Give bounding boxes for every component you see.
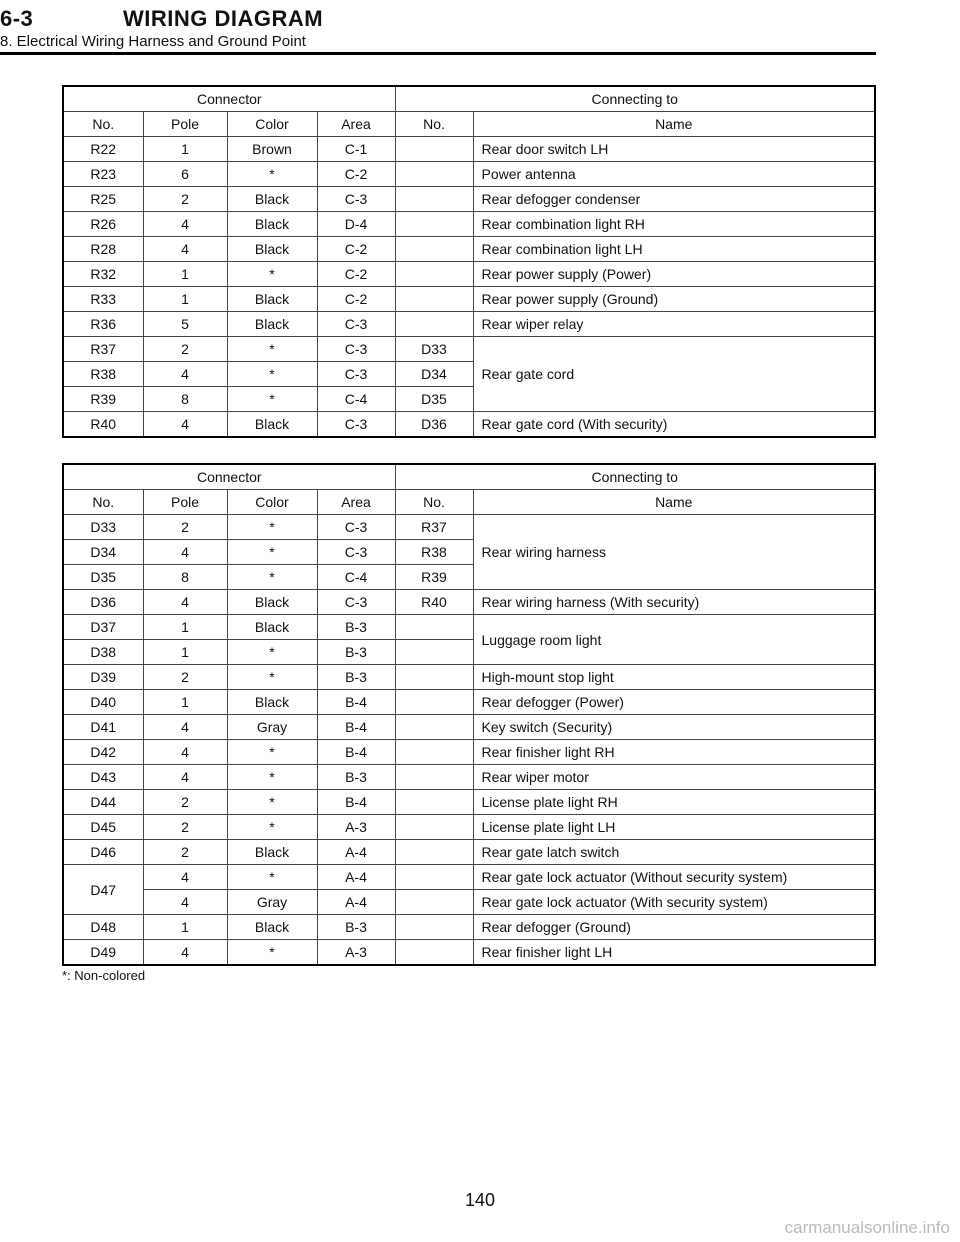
cell-color: Black xyxy=(227,915,317,940)
cell-color: Black xyxy=(227,237,317,262)
header-connector: Connector xyxy=(63,86,395,112)
cell-pole: 4 xyxy=(143,590,227,615)
cell-area: C-3 xyxy=(317,337,395,362)
cell-color: * xyxy=(227,665,317,690)
cell-to-no xyxy=(395,187,473,212)
cell-area: B-3 xyxy=(317,665,395,690)
table-row xyxy=(63,312,875,337)
connector-table-d xyxy=(62,463,876,966)
cell-name: Rear power supply (Power) xyxy=(473,262,875,287)
cell-no: D41 xyxy=(63,715,143,740)
cell-name: Luggage room light xyxy=(473,615,875,665)
cell-to-no xyxy=(395,312,473,337)
cell-pole: 1 xyxy=(143,137,227,162)
cell-color: * xyxy=(227,765,317,790)
cell-area: A-4 xyxy=(317,865,395,890)
table-row xyxy=(63,790,875,815)
table-row xyxy=(63,287,875,312)
cell-to-no xyxy=(395,137,473,162)
table-row xyxy=(63,137,875,162)
cell-to-no: R39 xyxy=(395,565,473,590)
cell-no: D47 xyxy=(63,865,143,915)
cell-to-no xyxy=(395,162,473,187)
cell-color: Black xyxy=(227,615,317,640)
cell-name: Rear door switch LH xyxy=(473,137,875,162)
cell-area: A-4 xyxy=(317,890,395,915)
cell-area: C-2 xyxy=(317,262,395,287)
table-row xyxy=(63,915,875,940)
cell-pole: 1 xyxy=(143,615,227,640)
cell-name: High-mount stop light xyxy=(473,665,875,690)
cell-area: C-3 xyxy=(317,590,395,615)
header-name: Name xyxy=(473,490,875,515)
cell-area: A-3 xyxy=(317,815,395,840)
header-to-no: No. xyxy=(395,490,473,515)
cell-no: D49 xyxy=(63,940,143,966)
cell-color: Black xyxy=(227,412,317,438)
cell-pole: 2 xyxy=(143,840,227,865)
cell-pole: 4 xyxy=(143,212,227,237)
table-row xyxy=(63,890,875,915)
cell-no: R25 xyxy=(63,187,143,212)
cell-name: Rear finisher light LH xyxy=(473,940,875,966)
cell-to-no xyxy=(395,237,473,262)
cell-to-no xyxy=(395,287,473,312)
cell-area: B-3 xyxy=(317,640,395,665)
header-connecting-to: Connecting to xyxy=(395,86,875,112)
cell-pole: 2 xyxy=(143,515,227,540)
cell-pole: 6 xyxy=(143,162,227,187)
cell-area: B-4 xyxy=(317,790,395,815)
table-row xyxy=(63,865,875,890)
cell-color: Black xyxy=(227,590,317,615)
cell-to-no: D35 xyxy=(395,387,473,412)
section-number: 6-3 xyxy=(0,6,34,31)
cell-pole: 4 xyxy=(143,362,227,387)
cell-to-no: D33 xyxy=(395,337,473,362)
cell-to-no xyxy=(395,765,473,790)
cell-name: Rear combination light RH xyxy=(473,212,875,237)
cell-pole: 8 xyxy=(143,387,227,412)
header-no: No. xyxy=(63,112,143,137)
cell-to-no xyxy=(395,865,473,890)
cell-no: D35 xyxy=(63,565,143,590)
cell-color: Black xyxy=(227,840,317,865)
page-title: WIRING DIAGRAM xyxy=(123,6,324,31)
cell-to-no xyxy=(395,640,473,665)
cell-name: Rear gate cord xyxy=(473,337,875,412)
cell-area: C-4 xyxy=(317,565,395,590)
cell-pole: 2 xyxy=(143,337,227,362)
cell-no: D36 xyxy=(63,590,143,615)
cell-pole: 4 xyxy=(143,715,227,740)
cell-area: C-3 xyxy=(317,540,395,565)
cell-color: * xyxy=(227,162,317,187)
cell-color: * xyxy=(227,740,317,765)
footnote: *: Non-colored xyxy=(62,968,146,983)
cell-no: D34 xyxy=(63,540,143,565)
cell-pole: 1 xyxy=(143,640,227,665)
cell-to-no xyxy=(395,262,473,287)
cell-area: C-2 xyxy=(317,237,395,262)
cell-no: R28 xyxy=(63,237,143,262)
header-rule xyxy=(0,52,876,55)
cell-name: License plate light LH xyxy=(473,815,875,840)
cell-no: R23 xyxy=(63,162,143,187)
table-row xyxy=(63,740,875,765)
cell-color: * xyxy=(227,337,317,362)
cell-area: C-3 xyxy=(317,515,395,540)
cell-name: Rear gate lock actuator (Without security system) xyxy=(473,865,875,890)
cell-area: A-3 xyxy=(317,940,395,966)
cell-color: Black xyxy=(227,212,317,237)
header-area: Area xyxy=(317,112,395,137)
header-pole: Pole xyxy=(143,112,227,137)
cell-name: Rear wiper relay xyxy=(473,312,875,337)
cell-color: Gray xyxy=(227,890,317,915)
cell-color: * xyxy=(227,387,317,412)
cell-area: A-4 xyxy=(317,840,395,865)
cell-no: D42 xyxy=(63,740,143,765)
cell-color: * xyxy=(227,640,317,665)
cell-no: R36 xyxy=(63,312,143,337)
cell-name: Key switch (Security) xyxy=(473,715,875,740)
table-row xyxy=(63,940,875,966)
cell-area: C-3 xyxy=(317,187,395,212)
cell-name: License plate light RH xyxy=(473,790,875,815)
table-row xyxy=(63,237,875,262)
cell-no: R39 xyxy=(63,387,143,412)
cell-pole: 4 xyxy=(143,765,227,790)
cell-pole: 4 xyxy=(143,890,227,915)
watermark: carmanualsonline.info xyxy=(784,1218,950,1237)
table-row xyxy=(63,337,875,362)
cell-area: C-3 xyxy=(317,362,395,387)
cell-area: C-3 xyxy=(317,412,395,438)
cell-pole: 4 xyxy=(143,237,227,262)
header-no: No. xyxy=(63,490,143,515)
cell-color: * xyxy=(227,565,317,590)
cell-name: Rear defogger condenser xyxy=(473,187,875,212)
cell-color: Black xyxy=(227,287,317,312)
header-color: Color xyxy=(227,490,317,515)
cell-name: Rear gate latch switch xyxy=(473,840,875,865)
cell-color: * xyxy=(227,815,317,840)
cell-area: B-4 xyxy=(317,690,395,715)
table-row xyxy=(63,412,875,438)
header-connector: Connector xyxy=(63,464,395,490)
cell-to-no xyxy=(395,212,473,237)
cell-pole: 1 xyxy=(143,915,227,940)
cell-no: R37 xyxy=(63,337,143,362)
header-name: Name xyxy=(473,112,875,137)
cell-name: Rear finisher light RH xyxy=(473,740,875,765)
cell-color: Black xyxy=(227,187,317,212)
cell-to-no xyxy=(395,715,473,740)
cell-name: Rear defogger (Power) xyxy=(473,690,875,715)
cell-no: R40 xyxy=(63,412,143,438)
cell-name: Rear gate cord (With security) xyxy=(473,412,875,438)
cell-area: B-3 xyxy=(317,615,395,640)
cell-name: Rear combination light LH xyxy=(473,237,875,262)
cell-to-no: D36 xyxy=(395,412,473,438)
cell-pole: 5 xyxy=(143,312,227,337)
cell-area: B-3 xyxy=(317,765,395,790)
cell-to-no xyxy=(395,815,473,840)
cell-area: C-2 xyxy=(317,162,395,187)
cell-no: R38 xyxy=(63,362,143,387)
cell-no: D38 xyxy=(63,640,143,665)
cell-pole: 4 xyxy=(143,412,227,438)
cell-area: C-4 xyxy=(317,387,395,412)
cell-color: * xyxy=(227,262,317,287)
table-row xyxy=(63,590,875,615)
header-area: Area xyxy=(317,490,395,515)
cell-to-no xyxy=(395,890,473,915)
cell-to-no: R40 xyxy=(395,590,473,615)
table-row xyxy=(63,187,875,212)
cell-color: * xyxy=(227,940,317,966)
cell-area: B-4 xyxy=(317,740,395,765)
cell-no: D40 xyxy=(63,690,143,715)
table-row xyxy=(63,665,875,690)
header-to-no: No. xyxy=(395,112,473,137)
cell-no: D39 xyxy=(63,665,143,690)
page-subtitle: 8. Electrical Wiring Harness and Ground Point xyxy=(0,33,306,50)
table-row xyxy=(63,262,875,287)
cell-color: * xyxy=(227,515,317,540)
cell-pole: 1 xyxy=(143,690,227,715)
cell-color: * xyxy=(227,865,317,890)
cell-no: D45 xyxy=(63,815,143,840)
cell-color: Black xyxy=(227,312,317,337)
table-row xyxy=(63,815,875,840)
cell-to-no xyxy=(395,790,473,815)
cell-name: Rear wiring harness (With security) xyxy=(473,590,875,615)
cell-name: Rear defogger (Ground) xyxy=(473,915,875,940)
cell-to-no: D34 xyxy=(395,362,473,387)
cell-color: Gray xyxy=(227,715,317,740)
cell-color: * xyxy=(227,540,317,565)
table-row xyxy=(63,615,875,640)
cell-area: C-3 xyxy=(317,312,395,337)
cell-to-no xyxy=(395,915,473,940)
table-row xyxy=(63,765,875,790)
cell-pole: 4 xyxy=(143,865,227,890)
cell-pole: 2 xyxy=(143,665,227,690)
cell-to-no: R37 xyxy=(395,515,473,540)
cell-to-no xyxy=(395,840,473,865)
cell-color: * xyxy=(227,362,317,387)
cell-area: C-1 xyxy=(317,137,395,162)
cell-name: Rear wiper motor xyxy=(473,765,875,790)
cell-name: Rear gate lock actuator (With security system) xyxy=(473,890,875,915)
table-row xyxy=(63,162,875,187)
cell-pole: 8 xyxy=(143,565,227,590)
table-row xyxy=(63,212,875,237)
connector-table-r xyxy=(62,85,876,438)
cell-pole: 4 xyxy=(143,740,227,765)
cell-area: C-2 xyxy=(317,287,395,312)
cell-to-no xyxy=(395,690,473,715)
cell-name: Rear power supply (Ground) xyxy=(473,287,875,312)
cell-pole: 4 xyxy=(143,940,227,966)
cell-name: Power antenna xyxy=(473,162,875,187)
cell-no: D44 xyxy=(63,790,143,815)
cell-no: D43 xyxy=(63,765,143,790)
cell-color: * xyxy=(227,790,317,815)
cell-to-no: R38 xyxy=(395,540,473,565)
cell-color: Black xyxy=(227,690,317,715)
cell-name: Rear wiring harness xyxy=(473,515,875,590)
cell-pole: 4 xyxy=(143,540,227,565)
cell-pole: 2 xyxy=(143,815,227,840)
cell-to-no xyxy=(395,615,473,640)
table-row xyxy=(63,840,875,865)
cell-to-no xyxy=(395,665,473,690)
header-color: Color xyxy=(227,112,317,137)
cell-no: R32 xyxy=(63,262,143,287)
cell-no: D33 xyxy=(63,515,143,540)
cell-no: D37 xyxy=(63,615,143,640)
table-row xyxy=(63,515,875,540)
cell-no: D48 xyxy=(63,915,143,940)
table-row xyxy=(63,690,875,715)
cell-no: R22 xyxy=(63,137,143,162)
cell-pole: 2 xyxy=(143,790,227,815)
cell-no: D46 xyxy=(63,840,143,865)
cell-area: B-3 xyxy=(317,915,395,940)
cell-to-no xyxy=(395,940,473,966)
cell-color: Brown xyxy=(227,137,317,162)
cell-no: R33 xyxy=(63,287,143,312)
header-pole: Pole xyxy=(143,490,227,515)
cell-no: R26 xyxy=(63,212,143,237)
cell-pole: 2 xyxy=(143,187,227,212)
cell-pole: 1 xyxy=(143,262,227,287)
header-connecting-to: Connecting to xyxy=(395,464,875,490)
cell-area: B-4 xyxy=(317,715,395,740)
cell-pole: 1 xyxy=(143,287,227,312)
cell-to-no xyxy=(395,740,473,765)
page-number: 140 xyxy=(464,1190,496,1210)
cell-area: D-4 xyxy=(317,212,395,237)
table-row xyxy=(63,715,875,740)
